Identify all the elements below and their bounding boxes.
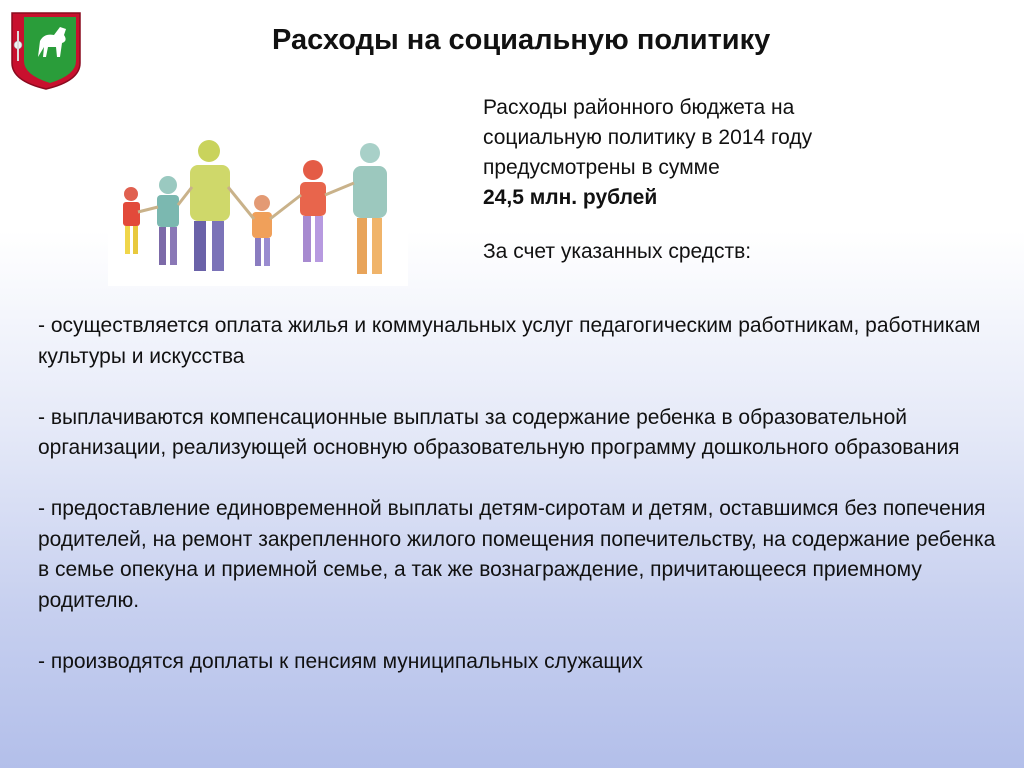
page-title: Расходы на социальную политику: [272, 24, 771, 56]
intro-line-3: предусмотрены в сумме: [483, 156, 720, 179]
budget-intro: [483, 93, 1003, 213]
budget-amount: 24,5 млн. рублей: [483, 186, 658, 209]
expense-list: [38, 311, 998, 677]
coat-of-arms-icon: [10, 11, 82, 91]
intro-line-1: Расходы районного бюджета на: [483, 96, 795, 119]
list-item: - осуществляется оплата жилья и коммунальных услуг педагогическим работникам, работникам культуры и искусства: [38, 314, 981, 368]
list-item: - выплачиваются компенсационные выплаты за содержание ребенка в образовательной организации, реализующей основную образовательную программу дошкольного образования: [38, 405, 960, 459]
list-item: - производятся доплаты к пенсиям муниципальных служащих: [38, 649, 643, 673]
sources-label: За счет указанных средств:: [483, 240, 752, 263]
intro-line-2: социальную политику в 2014 году: [483, 126, 813, 149]
family-figures-icon: [108, 87, 408, 286]
list-item: - предоставление единовременной выплаты детям-сиротам и детям, оставшимся без попечения родителей, на ремонт закрепленного жилого помещения попечительству, на содержание ребенка в семье опекуна и приемной семье, а так же вознаграждение, причитающееся приемному родителю.: [38, 497, 996, 612]
